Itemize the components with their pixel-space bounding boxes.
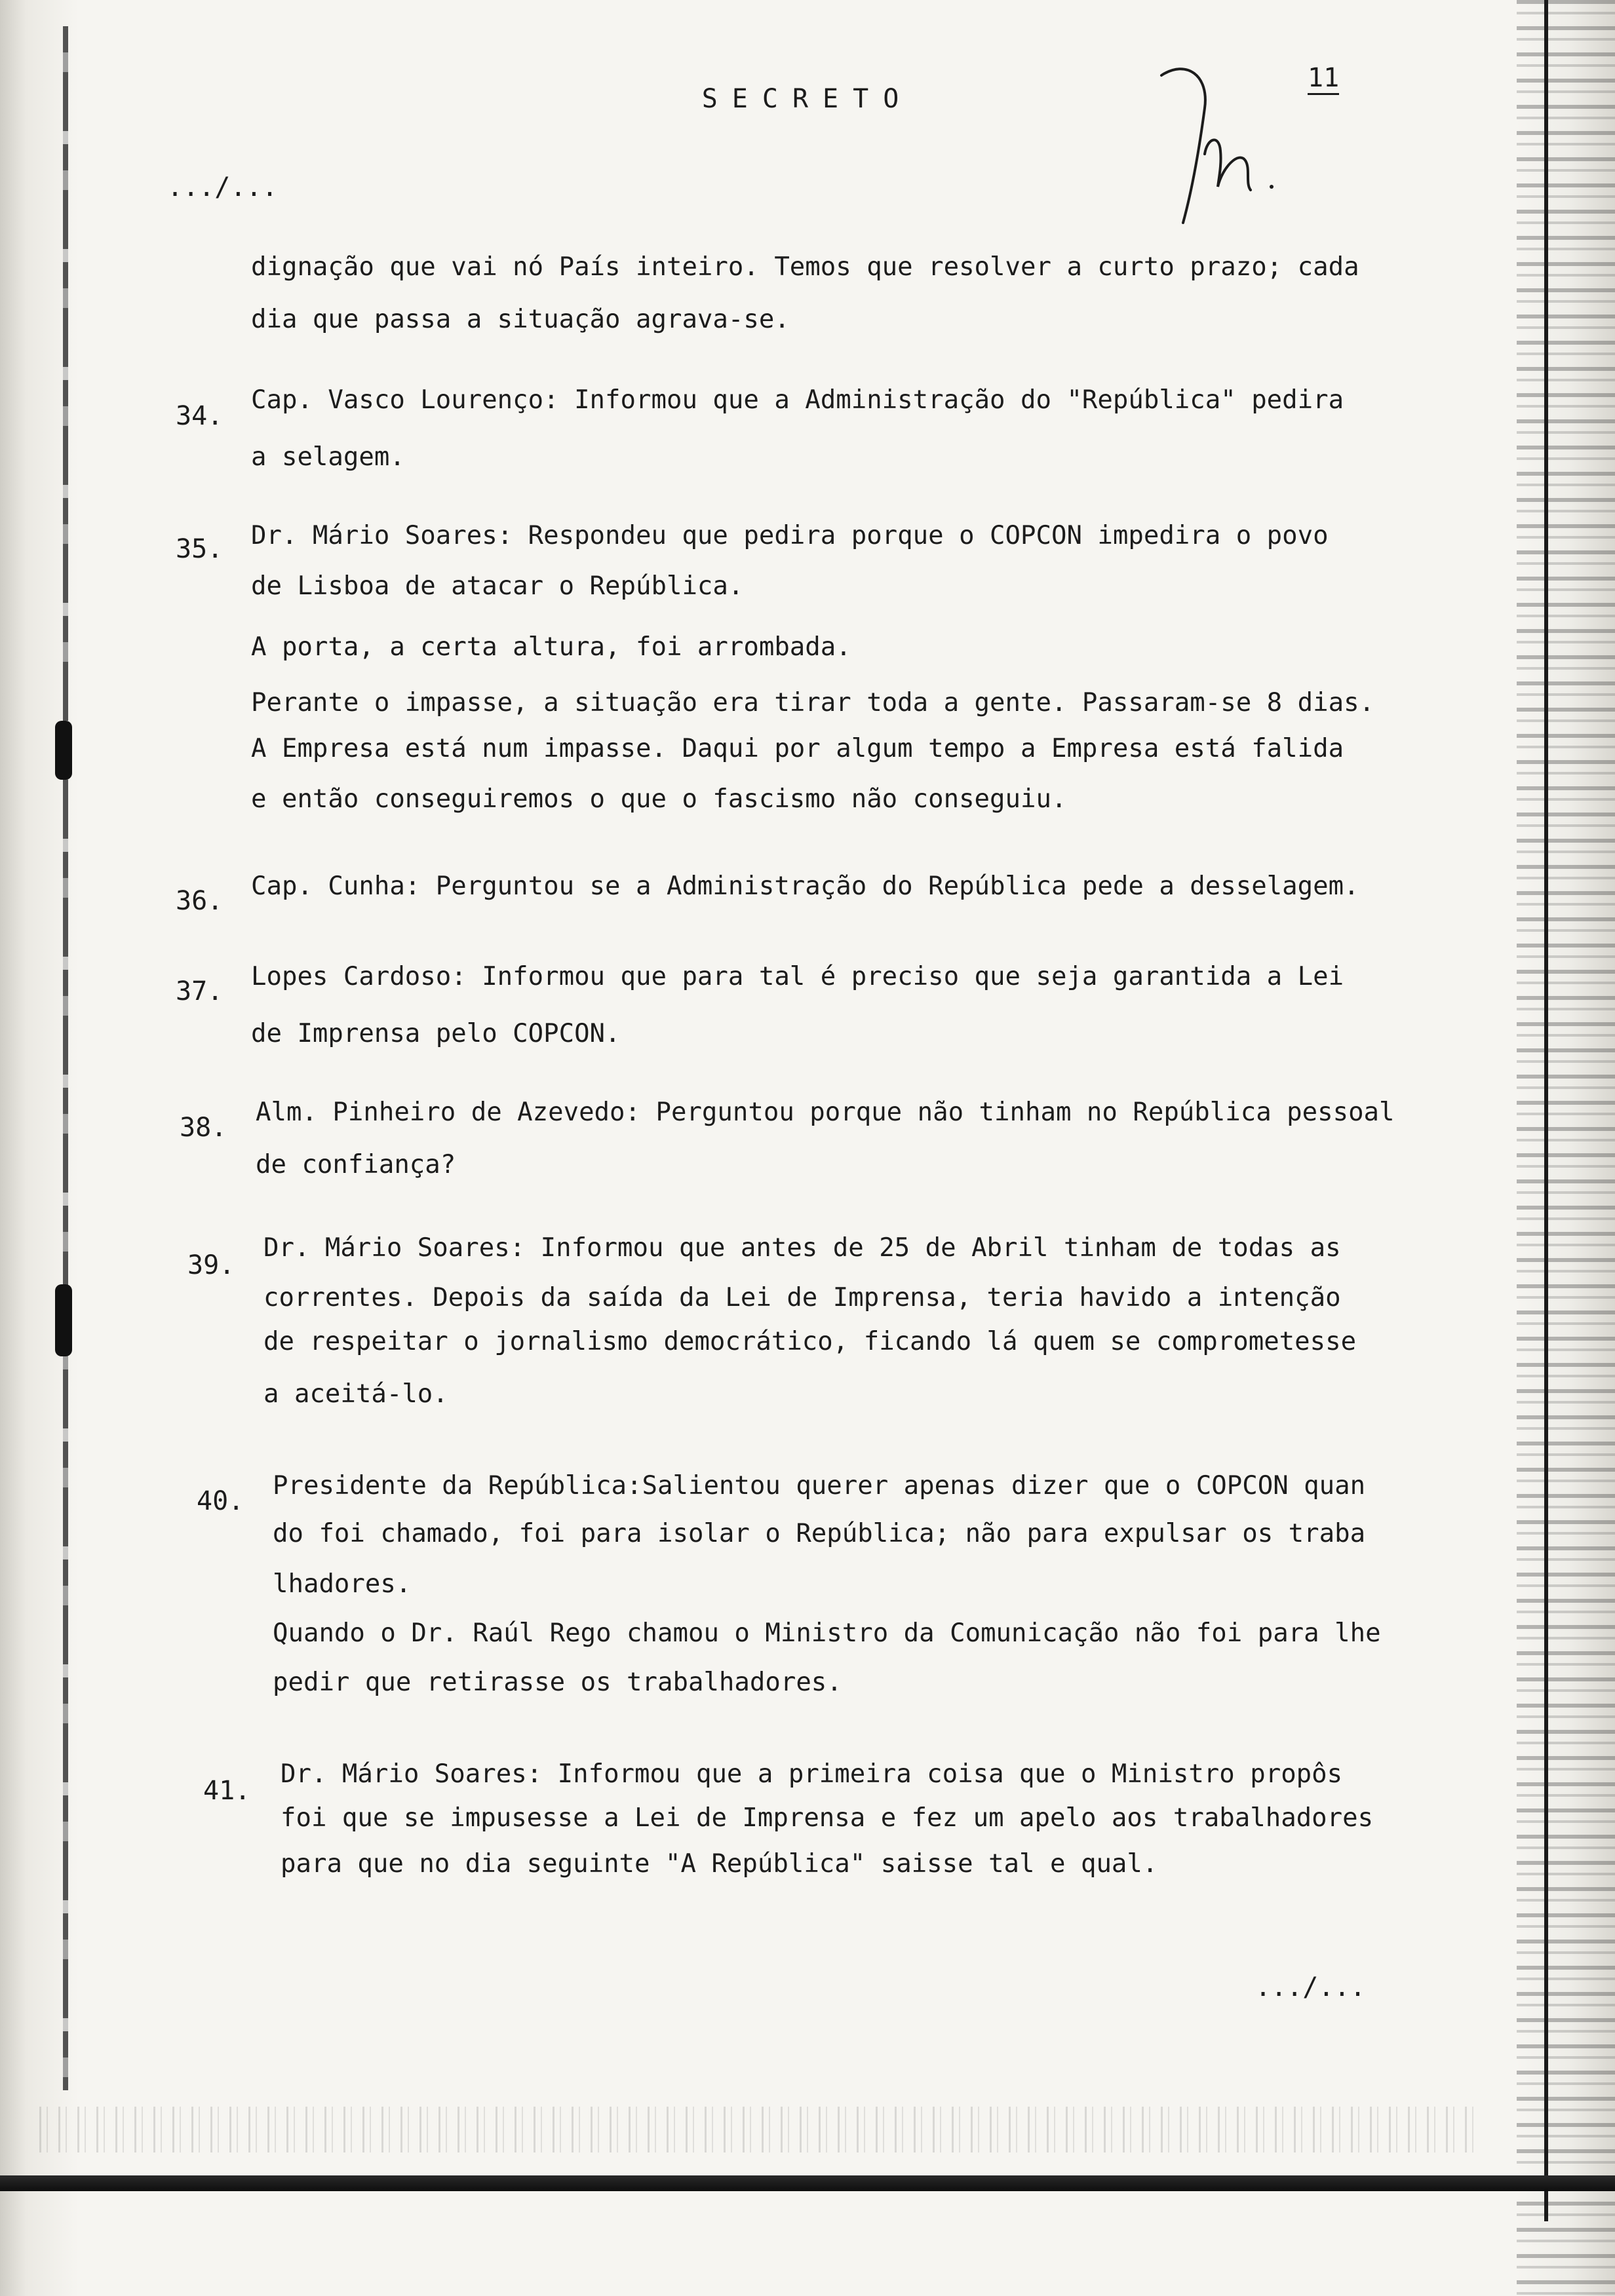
scan-bottom-noise (39, 2107, 1481, 2152)
entry-line: correntes. Depois da saída da Lei de Imprensa, teria havido a intenção (263, 1283, 1341, 1312)
entry-line: A Empresa está num impasse. Daqui por algum tempo a Empresa está falida (251, 734, 1344, 763)
continued-on-next: .../... (1255, 1972, 1366, 2002)
scan-right-edge (1517, 0, 1615, 2296)
entry-line: Dr. Mário Soares: Respondeu que pedira porque o COPCON impedira o povo (251, 521, 1329, 550)
entry-line: Perante o impasse, a situação era tirar toda a gente. Passaram-se 8 dias. (251, 688, 1375, 718)
scan-mark (55, 721, 72, 780)
entry-number: 40. (197, 1486, 244, 1516)
scan-bottom-bar (0, 2175, 1615, 2191)
entry-line: para que no dia seguinte "A República" saisse tal e qual. (281, 1849, 1158, 1879)
entry-number: 38. (180, 1113, 227, 1143)
entry-line: Cap. Cunha: Perguntou se a Administração do República pede a desselagem. (251, 871, 1359, 901)
continued-from-previous: .../... (167, 172, 278, 202)
entry-number: 34. (176, 401, 224, 431)
handwritten-initials (1147, 56, 1298, 233)
entry-number: 36. (176, 886, 224, 916)
entry-line: dignação que vai nó País inteiro. Temos que resolver a curto prazo; cada (251, 252, 1359, 282)
entry-line: Quando o Dr. Raúl Rego chamou o Ministro da Comunicação não foi para lhe (273, 1618, 1381, 1648)
entry-line: de respeitar o jornalismo democrático, ficando lá quem se comprometesse (263, 1327, 1357, 1356)
entry-line: de Lisboa de atacar o República. (251, 571, 744, 601)
entry-line: de Imprensa pelo COPCON. (251, 1019, 621, 1048)
page-number: 11 (1308, 63, 1339, 95)
entry-line: de confiança? (256, 1150, 456, 1179)
entry-line: e então conseguiremos o que o fascismo não conseguiu. (251, 784, 1067, 814)
entry-line: Cap. Vasco Lourenço: Informou que a Administração do "República" pedira (251, 385, 1344, 415)
entry-line: Dr. Mário Soares: Informou que a primeira coisa que o Ministro propôs (281, 1759, 1343, 1789)
entry-line: a selagem. (251, 442, 405, 472)
entry-line: Lopes Cardoso: Informou que para tal é preciso que seja garantida a Lei (251, 962, 1344, 991)
entry-line: A porta, a certa altura, foi arrombada. (251, 632, 851, 662)
entry-number: 41. (203, 1776, 251, 1806)
entry-line: a aceitá-lo. (263, 1379, 448, 1409)
scan-right-line (1544, 0, 1548, 2221)
entry-line: do foi chamado, foi para isolar o República; não para expulsar os traba (273, 1519, 1366, 1548)
entry-line: pedir que retirasse os trabalhadores. (273, 1668, 842, 1697)
entry-number: 37. (176, 976, 224, 1006)
entry-line: Alm. Pinheiro de Azevedo: Perguntou porque não tinham no República pessoal (256, 1098, 1395, 1127)
scan-mark (55, 1284, 72, 1356)
entry-line: foi que se impusesse a Lei de Imprensa e fez um apelo aos trabalhadores (281, 1803, 1374, 1833)
entry-number: 35. (176, 534, 224, 564)
entry-line: dia que passa a situação agrava-se. (251, 305, 790, 334)
scan-left-line (63, 26, 68, 2090)
entry-number: 39. (187, 1250, 235, 1280)
classification-heading: SECRETO (701, 84, 914, 114)
entry-line: Presidente da República:Salientou querer apenas dizer que o COPCON quan (273, 1471, 1366, 1501)
entry-line: lhadores. (273, 1569, 412, 1599)
entry-line: Dr. Mário Soares: Informou que antes de 25 de Abril tinham de todas as (263, 1233, 1341, 1263)
